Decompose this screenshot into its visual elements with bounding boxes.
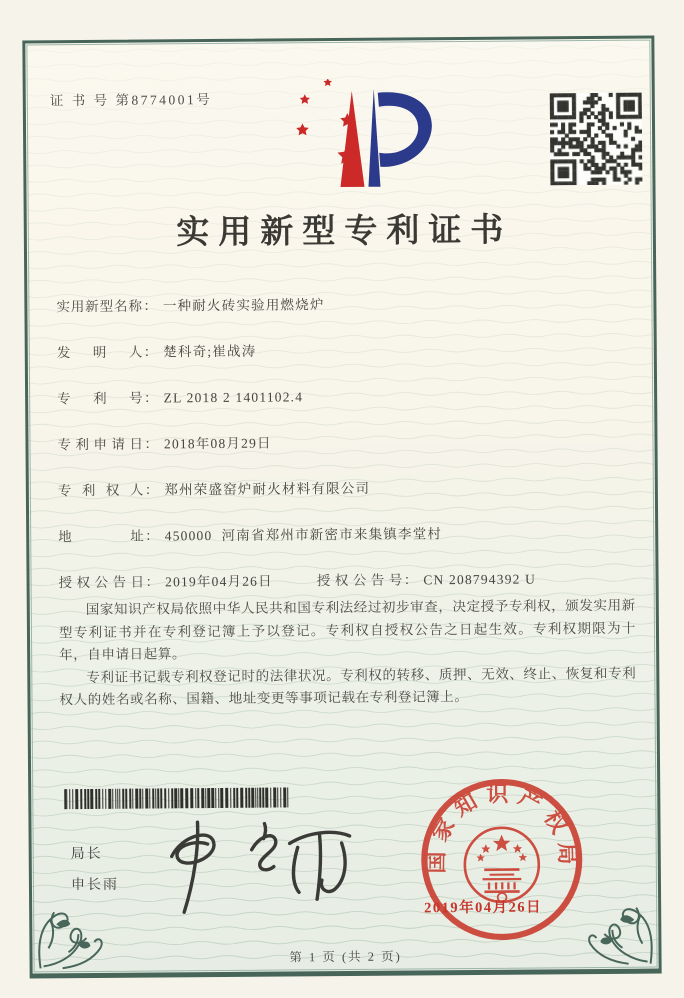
field-list: [56, 291, 635, 618]
field-label: 发明人: [56, 344, 143, 361]
field-row-grant: 授权公告日 ： 2019年04月26日 授权公告号 ： CN 208794392 U: [58, 567, 634, 589]
official-title: 局长: [70, 846, 103, 863]
legal-paragraph-2: 专利证书记载专利权登记时的法律状况。专利权的转移、质押、无效、终止、恢复和专利权人的姓名或名称、国籍、地址变更等事项记载在专利登记簿上。: [59, 665, 637, 708]
official-name: 申长雨: [70, 877, 120, 894]
field-row-patent-no: 专利号 ： ZL 2018 2 1401102.4: [57, 383, 633, 405]
field-value: 一种耐火砖实验用燃烧炉: [162, 297, 325, 314]
certificate-content: [25, 39, 658, 974]
barcode: [64, 787, 298, 809]
legal-paragraph-1: 国家知识产权局依照中华人民共和国专利法经过初步审查，决定授予专利权，颁发实用新型专利证书并在专利登记簿上予以登记。专利权自授权公告之日起生效。专利权期限为十年，自申请日起算。: [58, 597, 637, 663]
seal-authority-text: 国家知识产权局: [423, 781, 581, 874]
legal-text: [59, 595, 637, 712]
certificate-number: 证 书 号 第8774001号: [49, 92, 213, 109]
field-value: 2018年08月29日: [163, 435, 272, 452]
official-seal: [413, 769, 590, 946]
field-value: CN 208794392 U: [423, 571, 537, 588]
field-row-address: 地址 ： 450000 河南省郑州市新密市来集镇李堂村: [58, 521, 634, 543]
field-label: 授权公告日: [58, 574, 145, 591]
field-value: 2019年04月26日: [165, 573, 273, 590]
director-signature-icon: [131, 813, 372, 925]
field-label: 专利号: [57, 390, 144, 407]
qr-code: [550, 93, 643, 186]
field-value: 郑州荣盛窑炉耐火材料有限公司: [164, 480, 371, 498]
field-label: 地址: [58, 528, 145, 545]
field-row-name: 实用新型名称 ： 一种耐火砖实验用燃烧炉: [56, 291, 632, 313]
certificate-title: 实用新型专利证书: [176, 212, 513, 252]
cnipa-logo-icon: [278, 78, 469, 197]
field-row-patentee: 专利权人 ： 郑州荣盛窑炉耐火材料有限公司: [58, 475, 634, 497]
field-label: 专利权人: [57, 482, 144, 499]
field-value: 楚科奇;崔战涛: [163, 343, 257, 360]
field-label: 授权公告号: [316, 572, 403, 589]
national-emblem-icon: [465, 828, 539, 902]
page-footer: 第 1 页 (共 2 页): [289, 949, 402, 965]
field-value: ZL 2018 2 1401102.4: [163, 389, 304, 406]
grant-number-pair: 授权公告号 ： CN 208794392 U: [317, 567, 536, 589]
official-block: [71, 839, 119, 901]
certificate-frame: [22, 36, 661, 979]
field-value: 450000 河南省郑州市新密市来集镇李堂村: [164, 526, 443, 544]
field-label: 专利申请日: [57, 436, 144, 453]
field-label: 实用新型名称: [56, 298, 143, 315]
seal-date: 2019年04月26日: [424, 899, 543, 917]
field-row-inventors: 发明人 ： 楚科奇;崔战涛: [57, 337, 633, 359]
field-row-filing-date: 专利申请日 ： 2018年08月29日: [57, 429, 633, 451]
